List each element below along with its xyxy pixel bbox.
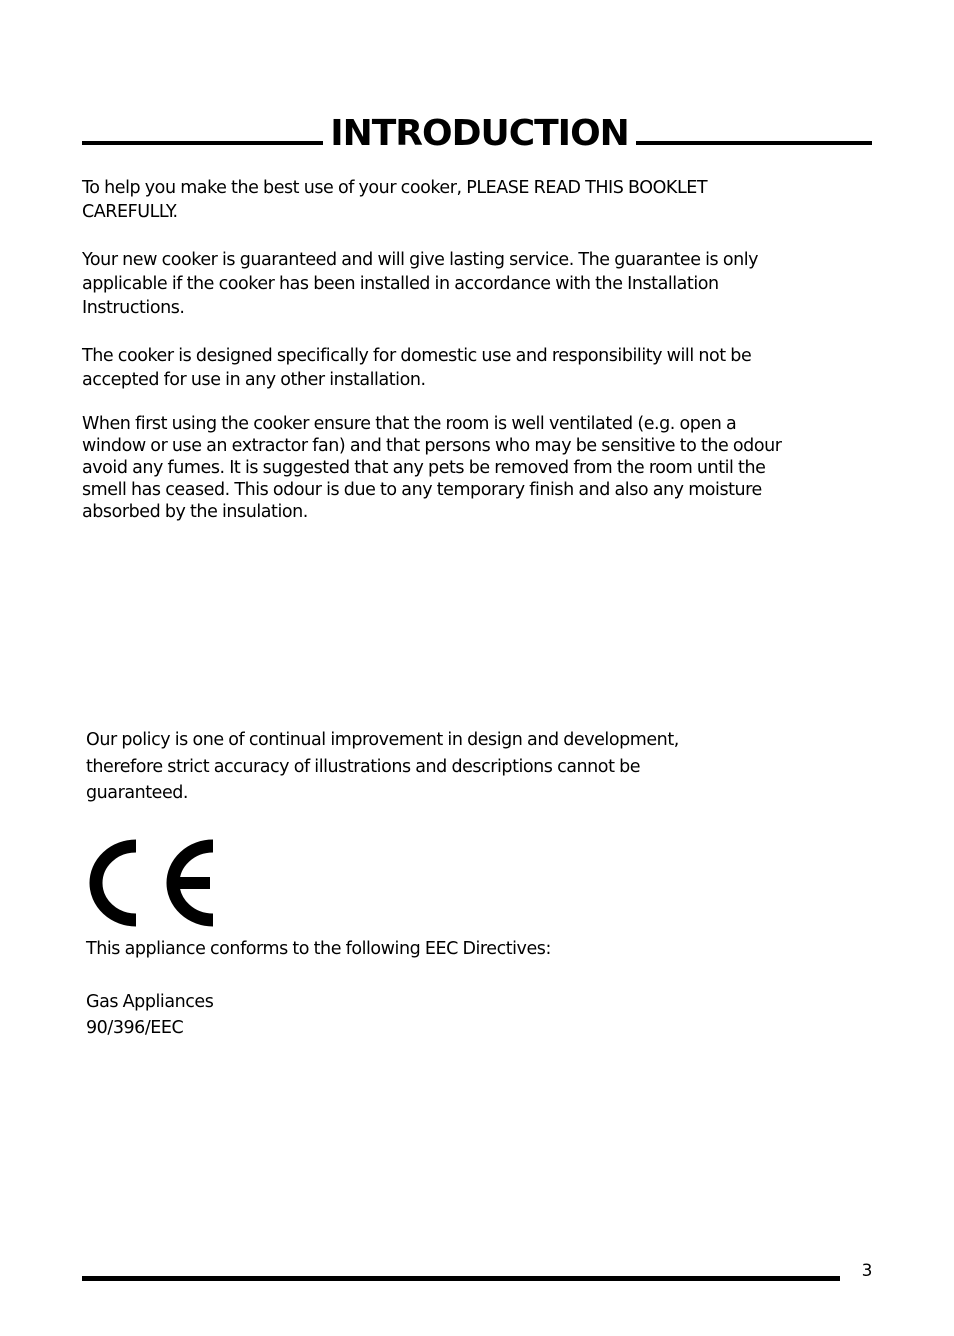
directive-code: 90/396/EEC	[86, 1018, 184, 1038]
text-line: To help you make the best use of your cooker, PLEASE READ THIS BOOKLET	[82, 178, 708, 198]
policy-statement	[86, 727, 679, 807]
footer-rule	[82, 1276, 840, 1281]
text-line: CAREFULLY.	[82, 202, 178, 222]
intro-paragraph-read-booklet	[82, 176, 707, 224]
text-line: Your new cooker is guaranteed and will give lasting service. The guarantee is only	[82, 250, 759, 270]
page-number: 3	[861, 1261, 873, 1281]
ce-mark-icon	[86, 838, 216, 928]
text-line: absorbed by the insulation.	[82, 502, 308, 522]
text-line: window or use an extractor fan) and that persons who may be sensitive to the odour	[82, 436, 782, 456]
text-line: guaranteed.	[86, 783, 189, 803]
text-line: applicable if the cooker has been installed in accordance with the Installation	[82, 274, 719, 294]
text-line: Our policy is one of continual improvement in design and development,	[86, 730, 679, 750]
intro-paragraph-first-use	[82, 413, 782, 523]
directive-name: Gas Appliances	[86, 992, 214, 1012]
text-line: The cooker is designed specifically for domestic use and responsibility will not be	[82, 346, 752, 366]
page-title: INTRODUCTION	[330, 113, 629, 154]
text-line: When first using the cooker ensure that the room is well ventilated (e.g. open a	[82, 414, 737, 434]
conformity-statement: This appliance conforms to the following EEC Directives:	[86, 939, 551, 959]
text-line: therefore strict accuracy of illustrations and descriptions cannot be	[86, 756, 641, 777]
intro-paragraph-guarantee	[82, 248, 758, 320]
intro-paragraph-domestic-use	[82, 344, 751, 392]
text-line: accepted for use in any other installation.	[82, 370, 426, 390]
text-line: Instructions.	[82, 298, 185, 318]
title-rule-left	[82, 141, 323, 145]
text-line: avoid any fumes. It is suggested that any pets be removed from the room until the	[82, 458, 766, 478]
title-rule-right	[636, 141, 872, 145]
text-line: smell has ceased. This odour is due to any temporary finish and also any moisture	[82, 480, 762, 500]
